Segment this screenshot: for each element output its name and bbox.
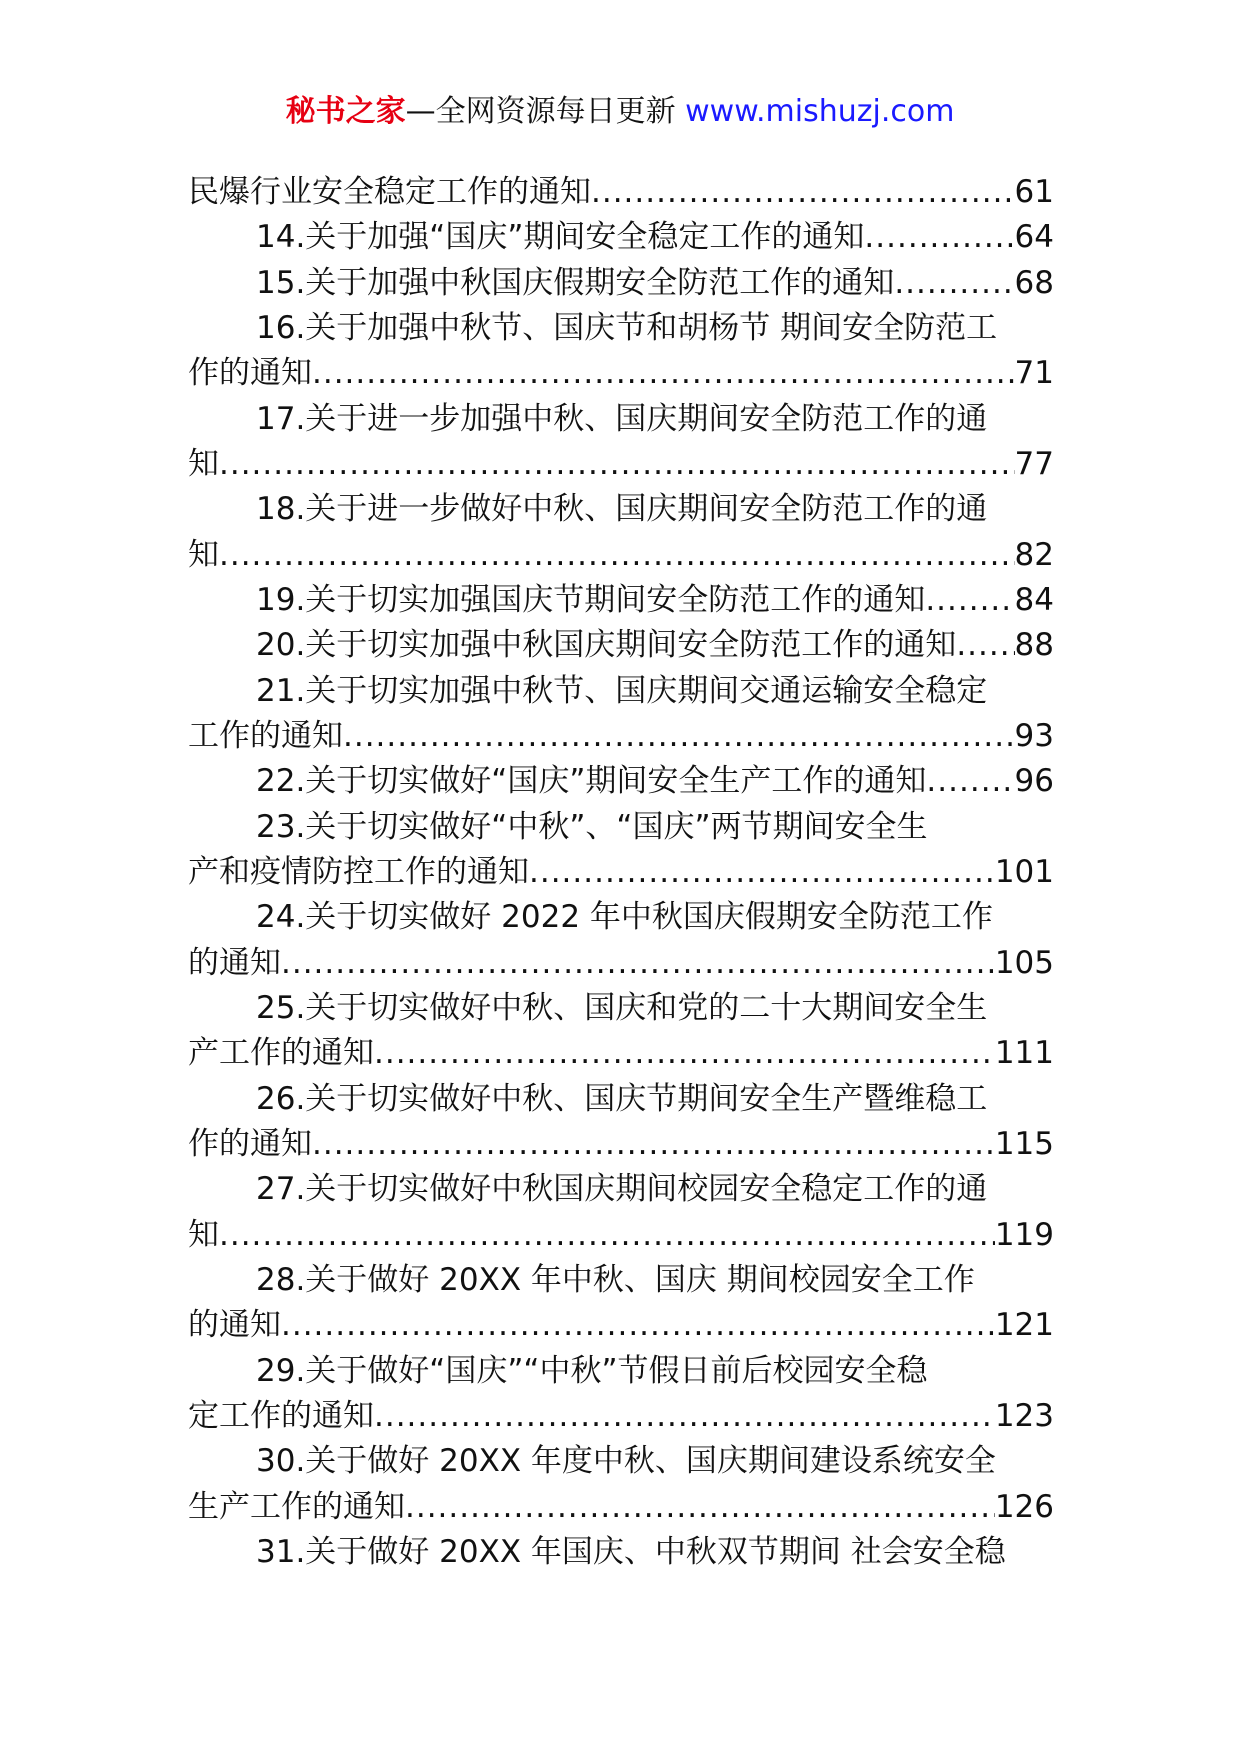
toc-page-number: 126 <box>994 1488 1054 1525</box>
toc-page-number: 68 <box>1014 264 1054 301</box>
toc-entry-title: 产工作的通知 <box>188 1035 374 1072</box>
toc-entry-line[interactable] <box>188 1485 1054 1530</box>
toc-entry-title: 生产工作的通知 <box>188 1488 405 1525</box>
toc-entry-title: 知 <box>188 445 219 482</box>
toc-entry-line[interactable] <box>188 895 1054 940</box>
toc-entry-title: 民爆行业安全稳定工作的通知 <box>188 174 591 210</box>
toc-page-number: 71 <box>1014 355 1054 392</box>
dot-leader <box>312 1122 995 1167</box>
toc-entry-line[interactable] <box>188 1077 1054 1122</box>
toc-entry-line[interactable] <box>188 397 1054 442</box>
dot-leader <box>281 1303 995 1348</box>
toc-entry-title: 21.关于切实加强中秋节、国庆期间交通运输安全稳定 <box>256 672 988 709</box>
toc-entry-line[interactable] <box>188 170 1054 215</box>
toc-entry-line[interactable] <box>188 1530 1054 1575</box>
dot-leader <box>864 215 1014 260</box>
toc-entry-line[interactable] <box>188 578 1054 623</box>
dot-leader <box>956 623 1014 668</box>
toc-page-number: 88 <box>1014 627 1054 664</box>
toc-entry-line[interactable] <box>188 1439 1054 1484</box>
toc-entry-line[interactable] <box>188 1213 1054 1258</box>
toc-entry-line[interactable] <box>188 759 1054 804</box>
toc-entry-line[interactable] <box>188 215 1054 260</box>
toc-page-number: 111 <box>994 1035 1054 1072</box>
toc-entry-title: 25.关于切实做好中秋、国庆和党的二十大期间安全生 <box>256 989 988 1026</box>
toc-entry-title: 知 <box>188 1216 219 1253</box>
toc-entry-line[interactable] <box>188 1122 1054 1167</box>
dot-leader <box>312 351 1015 396</box>
dot-leader <box>219 1213 995 1258</box>
toc-entry-line[interactable] <box>188 306 1054 351</box>
toc-entry-title: 知 <box>188 536 219 573</box>
toc-entry-line[interactable] <box>188 487 1054 532</box>
toc-entry-title: 30.关于做好 20XX 年度中秋、国庆期间建设系统安全 <box>256 1443 996 1480</box>
toc-entry-title: 14.关于加强“国庆”期间安全稳定工作的通知 <box>256 219 865 256</box>
toc-page-number: 93 <box>1014 717 1054 754</box>
toc-entry-title: 31.关于做好 20XX 年国庆、中秋双节期间 社会安全稳 <box>256 1533 1006 1570</box>
dot-leader <box>529 850 995 895</box>
dot-leader <box>926 759 1014 804</box>
toc-entry-title: 22.关于切实做好“国庆”期间安全生产工作的通知 <box>256 763 927 800</box>
toc-page-number: 115 <box>994 1125 1054 1162</box>
dot-leader <box>219 533 1015 578</box>
toc-entry-line[interactable] <box>188 261 1054 306</box>
toc-page-number: 119 <box>994 1216 1054 1253</box>
dot-leader <box>374 1031 995 1076</box>
toc-entry-line[interactable] <box>188 941 1054 986</box>
toc-entry-title: 29.关于做好“国庆”“中秋”节假日前后校园安全稳 <box>256 1352 928 1389</box>
toc-entry-title: 24.关于切实做好 2022 年中秋国庆假期安全防范工作 <box>256 899 993 936</box>
toc-entry-title: 23.关于切实做好“中秋”、“国庆”两节期间安全生 <box>256 808 928 845</box>
toc-entry-title: 工作的通知 <box>188 717 343 754</box>
toc-entry-title: 作的通知 <box>188 1125 312 1162</box>
toc-page-number: 96 <box>1014 763 1054 800</box>
dot-leader <box>405 1485 995 1530</box>
toc-entry-line[interactable] <box>188 442 1054 487</box>
toc-entry-line[interactable] <box>188 1167 1054 1212</box>
toc-page-number: 82 <box>1014 536 1054 573</box>
toc-entry-line[interactable] <box>188 623 1054 668</box>
toc-entry-title: 18.关于进一步做好中秋、国庆期间安全防范工作的通 <box>256 491 988 528</box>
toc-page-number: 77 <box>1014 445 1054 482</box>
dot-leader <box>219 442 1015 487</box>
toc-page-number: 61 <box>1014 174 1054 210</box>
toc-entry-line[interactable] <box>188 714 1054 759</box>
toc-page-number: 105 <box>994 944 1054 981</box>
toc-entry-title: 28.关于做好 20XX 年中秋、国庆 期间校园安全工作 <box>256 1261 975 1298</box>
toc-entry-line[interactable] <box>188 1258 1054 1303</box>
toc-entry-line[interactable] <box>188 669 1054 714</box>
toc-page-number: 64 <box>1014 219 1054 256</box>
site-url-link[interactable]: www.mishuzj.com <box>685 94 955 129</box>
toc-entry-line[interactable] <box>188 351 1054 396</box>
toc-entry-line[interactable] <box>188 533 1054 578</box>
dot-leader <box>374 1394 995 1439</box>
toc-entry-line[interactable] <box>188 1303 1054 1348</box>
toc-entry-line[interactable] <box>188 850 1054 895</box>
toc-entry-title: 作的通知 <box>188 355 312 392</box>
dot-leader <box>343 714 1015 759</box>
toc-entry-line[interactable] <box>188 986 1054 1031</box>
toc-entry-line[interactable] <box>188 1031 1054 1076</box>
toc-entry-line[interactable] <box>188 1394 1054 1439</box>
toc-entry-title: 26.关于切实做好中秋、国庆节期间安全生产暨维稳工 <box>256 1080 988 1117</box>
toc-entry-title: 的通知 <box>188 944 281 981</box>
toc-entry-line[interactable] <box>188 805 1054 850</box>
dot-leader <box>925 578 1014 623</box>
header-tagline: —全网资源每日更新 <box>405 94 686 129</box>
table-of-contents <box>188 170 1054 1575</box>
dot-leader <box>591 170 1015 215</box>
toc-page-number: 121 <box>994 1307 1054 1344</box>
toc-entry-title: 17.关于进一步加强中秋、国庆期间安全防范工作的通 <box>256 400 988 437</box>
toc-entry-title: 定工作的通知 <box>188 1397 374 1434</box>
toc-entry-title: 15.关于加强中秋国庆假期安全防范工作的通知 <box>256 264 895 301</box>
dot-leader <box>894 261 1014 306</box>
toc-entry-title: 27.关于切实做好中秋国庆期间校园安全稳定工作的通 <box>256 1171 988 1208</box>
page-header <box>0 92 1240 132</box>
dot-leader <box>281 941 995 986</box>
toc-page-number: 84 <box>1014 581 1054 618</box>
toc-page-number: 101 <box>994 853 1054 890</box>
toc-entry-title: 产和疫情防控工作的通知 <box>188 853 529 890</box>
toc-entry-title: 19.关于切实加强国庆节期间安全防范工作的通知 <box>256 581 926 618</box>
toc-page-number: 123 <box>994 1397 1054 1434</box>
toc-entry-title: 的通知 <box>188 1307 281 1344</box>
brand-name: 秘书之家 <box>285 94 406 129</box>
toc-entry-title: 16.关于加强中秋节、国庆节和胡杨节 期间安全防范工 <box>256 309 998 346</box>
toc-entry-title: 20.关于切实加强中秋国庆期间安全防范工作的通知 <box>256 627 957 664</box>
toc-entry-line[interactable] <box>188 1349 1054 1394</box>
